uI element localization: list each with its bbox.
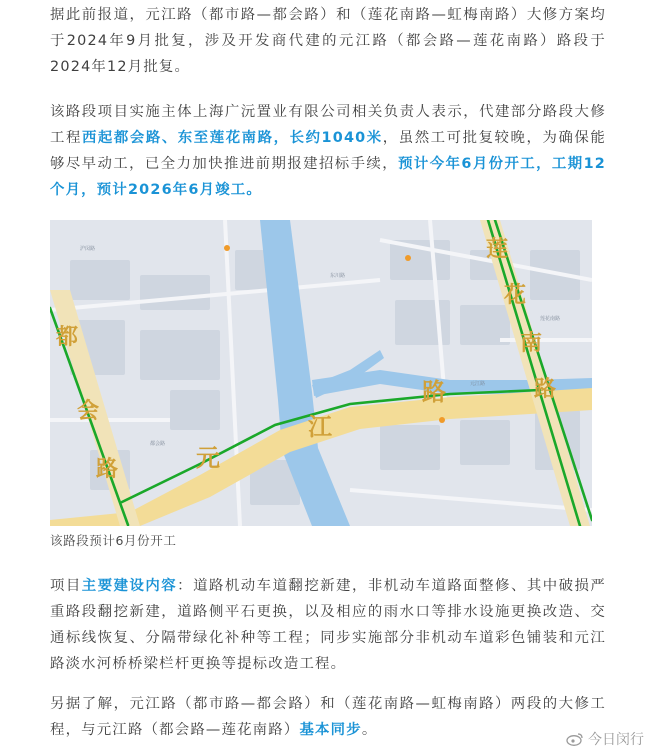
- map-small-label-3: 元江路: [470, 381, 486, 387]
- route-map: [50, 220, 592, 526]
- paragraph-4-highlight: 基本同步: [299, 722, 362, 738]
- paragraph-3-text-b: ：道路机动车道翻挖新建，非机动车道路面整修、其中破损严重路段翻挖新建，道路侧平石更换，以及相应的雨水口等排水设施更换改造、交通标线恢复、分隔带绿化补种等工程；同步实施部分非机动车道彩色铺装和元江路淡水河桥桥梁栏杆更换等提标改造工程。: [50, 578, 607, 672]
- map-caption: 该路段预计6月份开工: [50, 533, 177, 548]
- map-label-nan: 南: [520, 331, 543, 356]
- paragraph-1: [50, 2, 606, 80]
- weibo-watermark: [566, 729, 644, 749]
- watermark-text: 今日闵行: [588, 732, 644, 748]
- map-label-lian: 莲: [486, 237, 509, 262]
- paragraph-4-text-b: 。: [361, 722, 378, 738]
- paragraph-4: [50, 691, 606, 743]
- map-small-label-4: 都会路: [150, 441, 166, 447]
- map-label-yuan: 元: [196, 444, 220, 472]
- map-small-label-5: 莲花南路: [540, 316, 561, 322]
- paragraph-4-text-a: 另据了解，元江路（都市路—都会路）和（莲花南路—虹梅南路）两段的大修工程，与元江路（都会路—莲花南路）: [50, 696, 606, 738]
- paragraph-3: [50, 573, 606, 677]
- map-label-du: 都: [56, 325, 79, 350]
- map-label-hua: 花: [504, 283, 527, 308]
- weibo-icon: [566, 732, 584, 746]
- paragraph-2-text-b: ，虽然工可批复较晚，为确保能够尽早动工，已全力加快推进前期报建招标手续，: [50, 130, 606, 172]
- paragraph-2: [50, 99, 606, 203]
- paragraph-2-highlight-2: 预计今年6月份开工，工期12个月，预计2026年6月竣工。: [50, 156, 607, 198]
- paragraph-3-highlight: 主要建设内容: [81, 578, 178, 594]
- map-label-lu2: 路: [422, 378, 446, 406]
- paragraph-3-text-a: 项目: [50, 578, 82, 594]
- map-small-label-2: 东川路: [330, 273, 346, 279]
- paragraph-1-text: 据此前报道，元江路（都市路—都会路）和（莲花南路—虹梅南路）大修方案均于2024年9月批复，涉及开发商代建的元江路（都会路—莲花南路）路段于2024年12月批复。: [50, 7, 606, 75]
- map-label-lu1: 路: [96, 457, 119, 482]
- map-label-jiang: 江: [308, 413, 332, 441]
- map-label-lu3: 路: [534, 377, 557, 402]
- paragraph-2-highlight-1: 西起都会路、东至莲花南路，长约1040米: [81, 130, 383, 146]
- paragraph-2-text-a: 该路段项目实施主体上海广沅置业有限公司相关负责人表示，代建部分路段大修工程: [50, 104, 606, 146]
- map-graphic: [50, 220, 592, 526]
- map-label-hui: 会: [77, 399, 100, 424]
- map-small-label-1: 沪闵路: [80, 246, 96, 252]
